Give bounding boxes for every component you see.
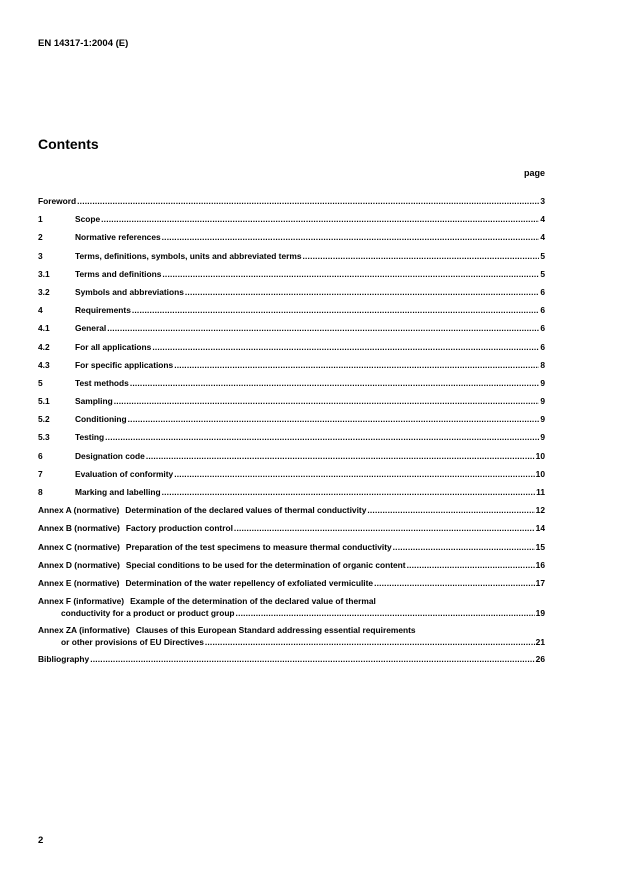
toc-page-number: 26 xyxy=(535,654,545,665)
toc-entry-title: Marking and labelling xyxy=(75,487,161,497)
toc-entry-title: For all applications xyxy=(75,341,152,352)
toc-entry-annex[interactable] xyxy=(38,505,545,523)
annex-label: Annex B (normative) xyxy=(38,523,120,534)
toc-entry-number: 6 xyxy=(38,450,43,461)
toc-entry-annex-za[interactable] xyxy=(38,625,545,649)
toc-page-number: 6 xyxy=(540,323,545,334)
toc-entry-number: 8 xyxy=(38,487,43,497)
page-number: 2 xyxy=(38,835,44,846)
toc-entry[interactable] xyxy=(38,232,545,250)
annex-title-line2: conductivity for a product or product group xyxy=(61,608,235,619)
toc-page-number: 5 xyxy=(540,250,545,261)
toc-entry-title: Foreword xyxy=(38,196,77,206)
toc-entry-annex[interactable] xyxy=(38,523,545,541)
toc-entry-number: 5.1 xyxy=(38,396,50,407)
toc-entry-title: Conditioning xyxy=(75,414,127,425)
dot-leader xyxy=(236,608,535,618)
toc-entry[interactable] xyxy=(38,414,545,432)
toc-page-number: 21 xyxy=(535,637,545,648)
toc-entry-number: 5.2 xyxy=(38,414,50,425)
dot-leader xyxy=(174,360,539,370)
toc-entry-annex-f[interactable] xyxy=(38,596,545,620)
toc-entry-title: Normative references xyxy=(75,232,161,243)
dot-leader xyxy=(174,469,534,479)
toc-entry[interactable] xyxy=(38,396,545,414)
dot-leader xyxy=(162,269,539,279)
toc-entry-number: 3 xyxy=(38,250,43,261)
toc-page-number: 6 xyxy=(540,341,545,352)
dot-leader xyxy=(205,637,535,647)
toc-entry[interactable] xyxy=(38,287,545,305)
dot-leader xyxy=(128,414,540,424)
annex-label: Annex E (normative) xyxy=(38,577,120,588)
toc-page-number: 4 xyxy=(540,214,545,225)
toc-entry-title: Preparation of the test specimens to measure thermal conductivity xyxy=(125,541,392,552)
annex-label: Annex C (normative) xyxy=(38,541,120,552)
dot-leader xyxy=(107,323,539,333)
toc-entry[interactable] xyxy=(38,251,545,269)
toc-entry-title: Determination of the water repellency of exfoliated vermiculite xyxy=(125,577,374,588)
toc-entry-number: 3.1 xyxy=(38,268,50,279)
toc-entry-title: Special conditions to be used for the determination of organic content xyxy=(125,559,406,570)
toc-entry-number: 5 xyxy=(38,377,43,388)
toc-entry-title: Terms and definitions xyxy=(75,268,162,279)
toc-entry-title: Requirements xyxy=(75,305,131,316)
dot-leader xyxy=(374,578,535,588)
toc-page-number: 9 xyxy=(540,414,545,425)
toc-page-number: 9 xyxy=(540,377,545,388)
toc-entry-title: Factory production control xyxy=(125,523,233,534)
toc-entry-annex[interactable] xyxy=(38,542,545,560)
toc-entry-number: 1 xyxy=(38,214,43,225)
toc-entry-title: Evaluation of conformity xyxy=(75,468,174,479)
toc-entry-title: Designation code xyxy=(75,450,145,461)
toc-entry-title: Terms, definitions, symbols, units and abbreviated terms xyxy=(75,250,302,261)
toc-entry-title: Scope xyxy=(75,214,101,225)
toc-page-number: 19 xyxy=(535,608,545,619)
toc-page-number: 6 xyxy=(540,286,545,297)
toc-entry-bibliography[interactable] xyxy=(38,654,545,672)
toc-page-number: 16 xyxy=(535,559,545,570)
toc-entry-annex[interactable] xyxy=(38,560,545,578)
toc-page-number: 12 xyxy=(535,505,545,516)
toc-page-number: 4 xyxy=(540,232,545,243)
toc-page-number: 17 xyxy=(535,577,545,588)
dot-leader xyxy=(367,505,534,515)
toc-entry-number: 4.2 xyxy=(38,341,50,352)
toc-entry[interactable] xyxy=(38,196,545,214)
document-id: EN 14317-1:2004 (E) xyxy=(38,38,129,49)
toc-entry[interactable] xyxy=(38,487,545,505)
toc-page-number: 3 xyxy=(540,196,545,206)
toc-entry[interactable] xyxy=(38,469,545,487)
toc-entry-title: Test methods xyxy=(75,377,129,388)
dot-leader xyxy=(105,432,539,442)
dot-leader xyxy=(303,251,540,261)
contents-heading: Contents xyxy=(38,136,99,152)
toc-entry-title: Sampling xyxy=(75,396,113,407)
toc-page-number: 15 xyxy=(535,541,545,552)
toc-entry-number: 4.3 xyxy=(38,359,50,370)
toc-entry[interactable] xyxy=(38,451,545,469)
toc-page-number: 6 xyxy=(540,305,545,316)
toc-page-number: 11 xyxy=(536,487,545,497)
table-of-contents xyxy=(38,196,545,672)
toc-entry-number: 2 xyxy=(38,232,43,243)
dot-leader xyxy=(114,396,540,406)
dot-leader xyxy=(152,342,539,352)
dot-leader xyxy=(185,287,539,297)
dot-leader xyxy=(234,523,535,533)
toc-entry-title: Testing xyxy=(75,432,105,443)
toc-entry[interactable] xyxy=(38,305,545,323)
toc-entry-title: Bibliography xyxy=(38,654,90,665)
toc-page-number: 10 xyxy=(535,450,545,461)
toc-entry[interactable] xyxy=(38,360,545,378)
toc-entry[interactable] xyxy=(38,432,545,450)
toc-entry-number: 4 xyxy=(38,305,43,316)
toc-page-number: 8 xyxy=(540,359,545,370)
annex-label: Annex D (normative) xyxy=(38,559,120,570)
dot-leader xyxy=(77,196,539,206)
toc-entry-title: Symbols and abbreviations xyxy=(75,286,184,297)
toc-entry[interactable] xyxy=(38,269,545,287)
toc-page-number: 5 xyxy=(540,268,545,279)
toc-entry-number: 3.2 xyxy=(38,286,50,297)
dot-leader xyxy=(132,305,539,315)
toc-entry[interactable] xyxy=(38,378,545,396)
toc-page-number: 14 xyxy=(535,523,545,534)
annex-label: Annex A (normative) xyxy=(38,505,120,516)
toc-entry-number: 7 xyxy=(38,468,43,479)
toc-page-number: 10 xyxy=(535,468,545,479)
annex-title-line1: Clauses of this European Standard addressing essential requirements xyxy=(135,625,416,636)
annex-title-line2: or other provisions of EU Directives xyxy=(61,637,204,648)
toc-entry-title: Determination of the declared values of thermal conductivity xyxy=(125,505,367,516)
dot-leader xyxy=(407,560,535,570)
annex-label: Annex ZA (informative) xyxy=(38,625,130,636)
dot-leader xyxy=(393,542,535,552)
dot-leader xyxy=(162,232,540,242)
dot-leader xyxy=(146,451,535,461)
toc-entry-annex[interactable] xyxy=(38,578,545,596)
toc-entry-title: General xyxy=(75,323,107,334)
annex-label: Annex F (informative) xyxy=(38,596,125,607)
page-column-label: page xyxy=(523,168,545,178)
dot-leader xyxy=(162,487,536,497)
toc-entry[interactable] xyxy=(38,214,545,232)
dot-leader xyxy=(90,654,534,664)
toc-entry-number: 5.3 xyxy=(38,432,50,443)
toc-entry-number: 4.1 xyxy=(38,323,50,334)
annex-title-line1: Example of the determination of the declared value of thermal xyxy=(130,596,376,607)
toc-entry[interactable] xyxy=(38,323,545,341)
toc-entry-title: For specific applications xyxy=(75,359,174,370)
dot-leader xyxy=(101,214,539,224)
toc-page-number: 9 xyxy=(540,432,545,443)
toc-entry[interactable] xyxy=(38,342,545,360)
toc-page-number: 9 xyxy=(540,396,545,407)
dot-leader xyxy=(130,378,540,388)
